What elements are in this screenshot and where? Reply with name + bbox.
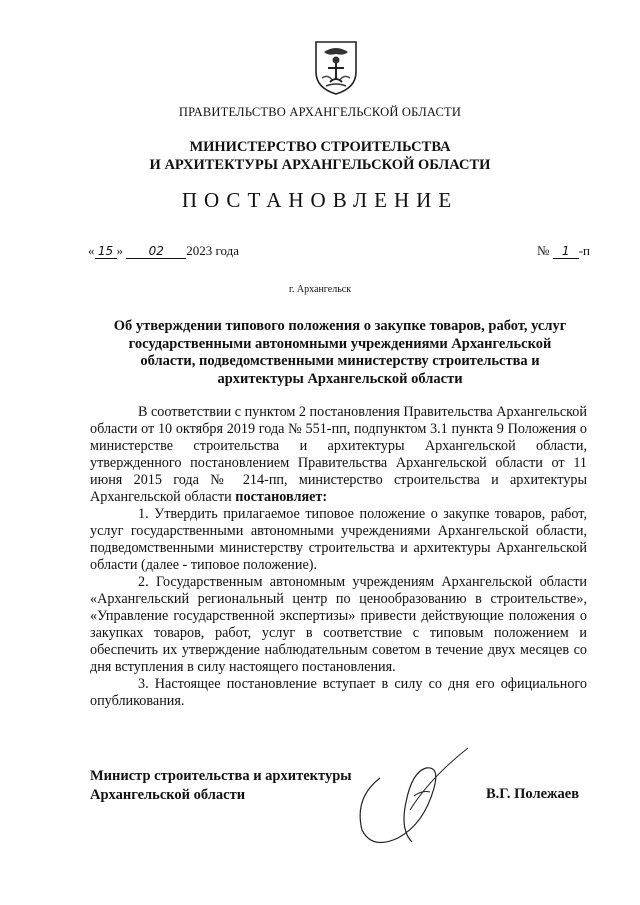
- signer-position-line-1: Министр строительства и архитектуры: [90, 768, 352, 784]
- preamble-bold: постановляет:: [235, 489, 328, 505]
- ministry-line-1: МИНИСТЕРСТВО СТРОИТЕЛЬСТВА: [189, 139, 451, 155]
- signer-position-line-2: Архангельской области: [90, 787, 246, 803]
- coat-of-arms-icon: [312, 38, 360, 96]
- signer-name: В.Г. Полежаев: [486, 786, 580, 802]
- item-3: 3. Настоящее постановление вступает в силу со дня его официального опубликования.: [90, 676, 587, 709]
- date-quote-open: «: [88, 243, 95, 258]
- ministry-name: [0, 138, 640, 174]
- preamble: [90, 404, 587, 506]
- number-value: 1: [553, 244, 579, 259]
- government-name: ПРАВИТЕЛЬСТВО АРХАНГЕЛЬСКОЙ ОБЛАСТИ: [178, 105, 462, 119]
- handwritten-signature: [350, 738, 470, 853]
- date-quote-close: »: [116, 243, 123, 258]
- document-subject: Об утверждении типового положения о закупке товаров, работ, услуг государственными автономными учреждениями Архангельской области, подведомственными министерству строительства и архитектуры Архангельской области: [113, 318, 567, 387]
- date-year: 2023 года: [186, 243, 240, 258]
- city: г. Архангельск: [288, 284, 352, 295]
- signer-position: [90, 767, 352, 805]
- document-date: [88, 243, 239, 259]
- item-2: 2. Государственным автономным учреждениям Архангельской области «Архангельский региональный центр по ценообразованию в строительстве», «Управление государственной экспертизы» привести действующие положения о закупках товаров, работ, услуг в соответствие с типовым положением и обеспечить их утверждение наблюдательным советом в течение двух месяцев со дня вступления в силу настоящего постановления.: [90, 574, 587, 675]
- item-1: 1. Утвердить прилагаемое типовое положение о закупке товаров, работ, услуг государственными автономными учреждениями Архангельской области, подведомственными министерству строительства и архитектуры Архангельской области (далее - типовое положение).: [90, 506, 587, 573]
- date-month: 02: [126, 244, 186, 259]
- date-day: 15: [95, 244, 117, 259]
- ministry-line-2: И АРХИТЕКТУРЫ АРХАНГЕЛЬСКОЙ ОБЛАСТИ: [149, 157, 491, 173]
- document-number: [537, 243, 590, 259]
- number-prefix: №: [537, 243, 550, 258]
- number-suffix: -п: [578, 243, 590, 258]
- preamble-text: В соответствии с пунктом 2 постановления Правительства Архангельской области от 10 октября 2019 года № 551-пп, подпунктом 3.1 пункта 9 Положения о министерстве строительства и архитектуры Архангельской области, утвержденного постановлением Правительства Архангельской области от 11 июня 2015 года № 214-пп, министерство строительства и архитектуры Архангельской области: [90, 404, 587, 505]
- document-type: ПОСТАНОВЛЕНИЕ: [181, 188, 459, 212]
- document-body: [90, 404, 587, 710]
